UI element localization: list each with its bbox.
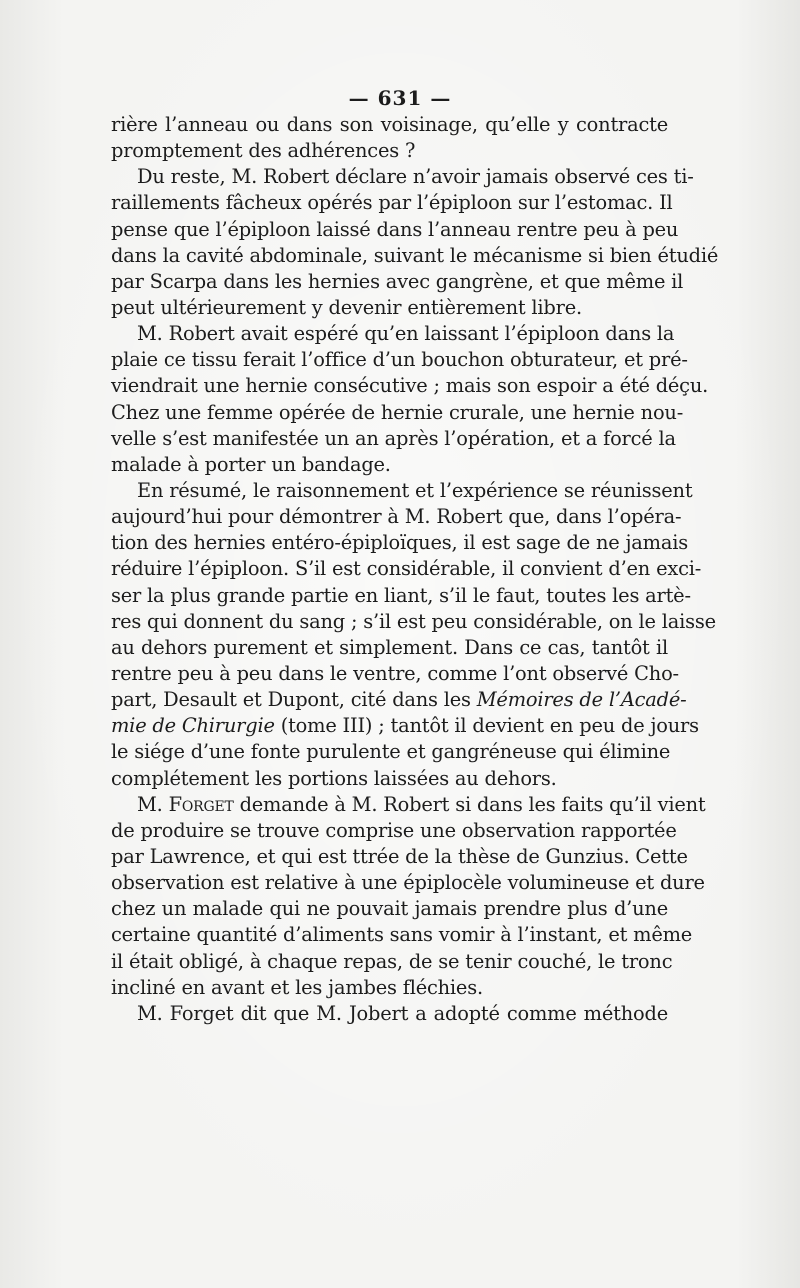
text-line: velle s’est manifestée un an après l’opération, et a forcé la [111, 426, 676, 450]
text-line: promptement des adhérences ? [111, 139, 416, 163]
small-caps-name: Forget [168, 792, 234, 816]
text-segment: (tome III) ; tantôt il devient en peu de jours [274, 714, 699, 738]
text-line: chez un malade qui ne pouvait jamais prendre plus d’une [111, 897, 668, 921]
text-line: M. Forget dit que M. Jobert a adopté comme méthode [137, 1001, 668, 1025]
text-line: pense que l’épiploon laissé dans l’anneau rentre peu à peu [111, 217, 679, 241]
text-line: raillements fâcheux opérés par l’épiploon sur l’estomac. Il [111, 191, 673, 215]
text-line: malade à porter un bandage. [111, 452, 391, 476]
text-line: il était obligé, à chaque repas, de se tenir couché, le tronc [111, 949, 673, 973]
text-line: réduire l’épiploon. S’il est considérable, il convient d’en exci- [111, 557, 702, 581]
page-number-header: — 631 — [348, 86, 452, 110]
body-text [111, 112, 719, 1027]
italic-title-segment: Mémoires de l’Acadé- [476, 688, 687, 712]
text-line [111, 687, 687, 713]
text-line: plaie ce tissu ferait l’office d’un bouchon obturateur, et pré- [111, 348, 688, 372]
text-line: rière l’anneau ou dans son voisinage, qu’elle y contracte [111, 113, 668, 136]
text-line: res qui donnent du sang ; s’il est peu considérable, on le laisse [111, 609, 716, 633]
text-line: certaine quantité d’aliments sans vomir à l’instant, et même [111, 923, 693, 947]
text-segment: M. [137, 792, 169, 816]
text-line: tion des hernies entéro-épiploïques, il est sage de ne jamais [111, 531, 688, 555]
italic-title-segment: mie de Chirurgie [111, 714, 275, 738]
text-line: viendrait une hernie consécutive ; mais son espoir a été déçu. [111, 374, 709, 398]
text-line: au dehors purement et simplement. Dans ce cas, tantôt il [111, 635, 668, 659]
text-segment: demande à M. Robert si dans les faits qu’il vient [233, 792, 706, 816]
text-line: M. Robert avait espéré qu’en laissant l’épiploon dans la [137, 322, 675, 346]
text-line: rentre peu à peu dans le ventre, comme l’ont observé Cho- [111, 661, 679, 685]
text-line: dans la cavité abdominale, suivant le mécanisme si bien étudié [111, 243, 719, 267]
text-line: Du reste, M. Robert déclare n’avoir jamais observé ces ti- [137, 165, 694, 189]
text-line: le siége d’une fonte purulente et gangréneuse qui élimine [111, 740, 671, 764]
text-line: par Lawrence, et qui est ttrée de la thèse de Gunzius. Cette [111, 844, 688, 868]
text-line: peut ultérieurement y devenir entièrement libre. [111, 295, 582, 319]
text-line: incliné en avant et les jambes fléchies. [111, 975, 483, 999]
text-line: ser la plus grande partie en liant, s’il le faut, toutes les artè- [111, 583, 691, 607]
text-line: En résumé, le raisonnement et l’expérience se réunissent [137, 478, 693, 502]
text-line: Chez une femme opérée de hernie crurale, une hernie nou- [111, 400, 684, 424]
text-line: aujourd’hui pour démontrer à M. Robert que, dans l’opéra- [111, 505, 682, 529]
text-segment: part, Desault et Dupont, cité dans les [111, 688, 477, 712]
text-line: par Scarpa dans les hernies avec gangrène, et que même il [111, 269, 684, 293]
text-line: de produire se trouve comprise une observation rapportée [111, 818, 677, 842]
text-line [111, 713, 699, 739]
text-line: complétement les portions laissées au dehors. [111, 766, 557, 790]
text-line [111, 792, 706, 818]
text-line: observation est relative à une épiplocèle volumineuse et dure [111, 871, 705, 895]
